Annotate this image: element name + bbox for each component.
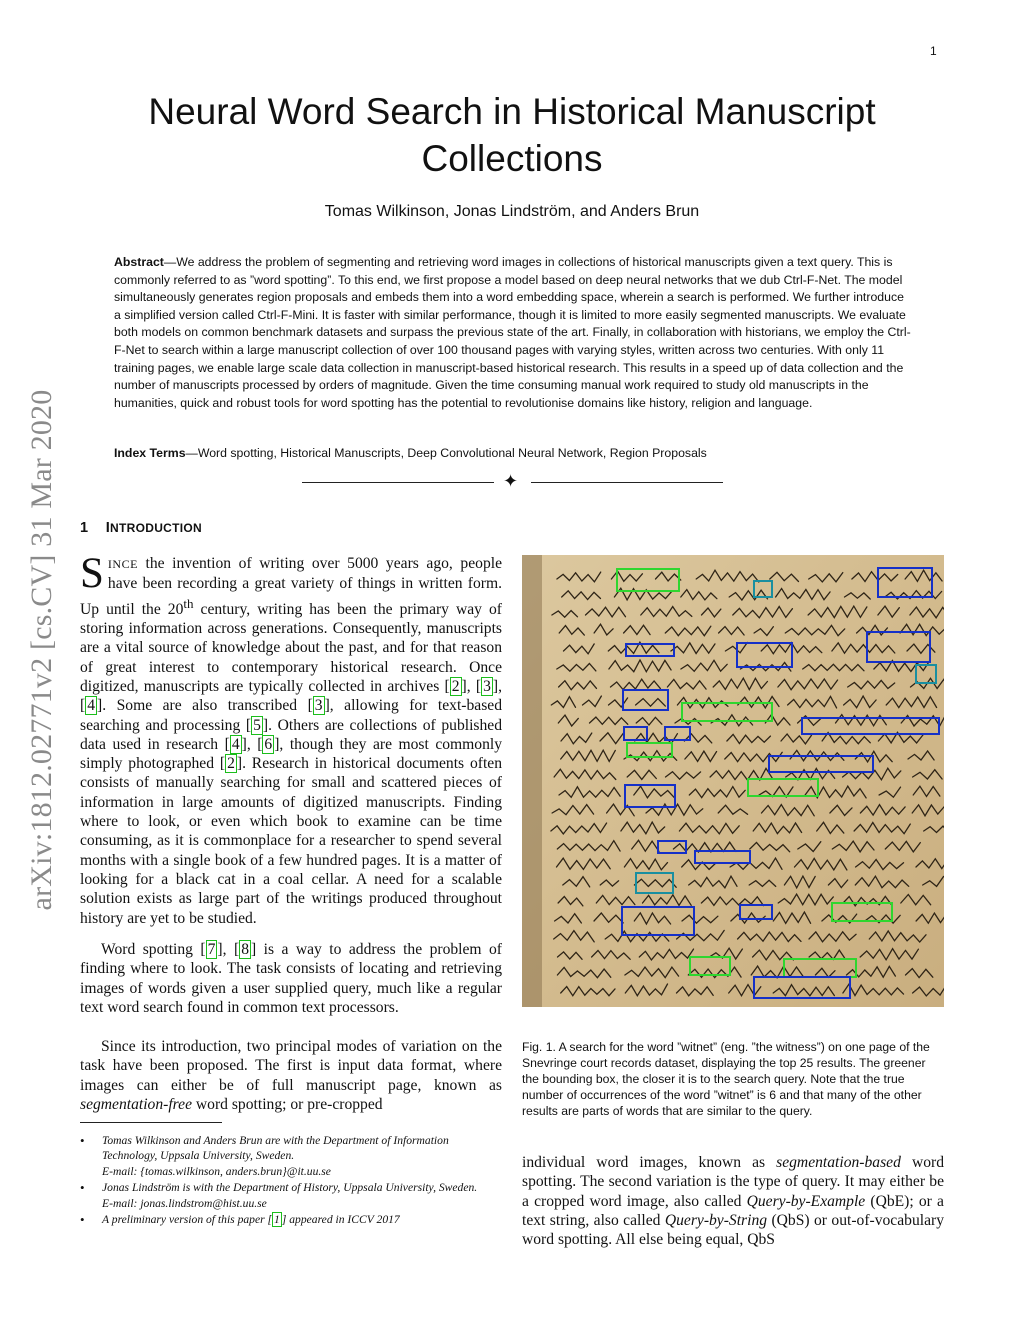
citation-link[interactable]: 8 [241,941,249,958]
intro-p1-text-b: century, writing has been the primary way of storing information across generations. Consequently, manuscripts are a vital source of knowledge about the past, and for that reason of great interest to contemporary historical research. Once digitized, manuscripts are typically collected in archives [80,600,502,695]
smallcaps-word: INCE [107,557,138,571]
separator-text: , [222,941,234,958]
intro-paragraph-1: SINCE the invention of writing over 5000 years ago, people have been recording a great variety of things in written form. Up until the 20th century, writing has been the primary way of storing information across generations. Consequently, manuscripts are a vital source of knowledge about the past, and for that reason of great interest to contemporary historical research. Once digitized, manuscripts are typically collected in archives [ 2 ], [ 3 ], [ 4 ]. Some are also transcribed [ 3 ], allowing for text-based searching and processing [ 5 ]. Others are collections of published data used in research [ 4 ], [ 6 ], though they are most commonly simply photographed [ 2 ]. Research in historical documents often consists of manually searching for small and scattered pieces of information in large amounts of digitized manuscripts. Finding where to look, or even which book to examine can be time consuming, as it is commonplace for a researcher to spend several months with a single book of a few hundred pages. It is a matter of looking for a black cat in a coal cellar. A need for a scalable solution exists as large part of the writings produced throughout history are yet to be studied. [80,550,503,927]
intro-p2-text-b: is a way to address the problem of finding where to look. The task consists of locating and retrieving images of words given a user supplied query, much like a regular text word search found in common text processors. [80,941,502,1016]
manuscript-figure [522,555,944,1007]
figure-caption: Fig. 1. A search for the word ”witnet” (eng. ”the witness”) on one page of the Snevringe court records dataset, displaying the top 25 results. The greener the bounding box, the closer it is to the search query. Note that the true number of occurrences of the word ”witnet” is 6 and that many of the other results are parts of words that are similar to the query. [522,1040,930,1118]
intro-p3-text-b: word spotting; or pre-cropped [192,1095,383,1113]
section-number: 1 [80,520,89,536]
page-number: 1 [930,44,937,58]
superscript: th [183,595,194,611]
footnote-item [80,1133,502,1179]
citation-link[interactable]: 2 [227,755,235,773]
index-terms-label: Index Terms [114,446,186,460]
index-terms [114,445,914,463]
right-text-b: word spotting. The second variation is the type of query. It may either be a cropped word image, also called [522,1154,944,1210]
section-title-initial: I [105,520,111,536]
section-heading [80,520,202,536]
footnote-text: appeared in ICCV 2017 [286,1213,400,1227]
citation-link[interactable]: 1 [274,1213,280,1227]
intro-p3-text-a: Since its introduction, two principal modes of variation on the task have been proposed. The first is input data format, where images can either be of full manuscript page, known as [80,1038,502,1094]
separator-text: , [498,677,503,695]
author-list: Tomas Wilkinson, Jonas Lindström, and Anders Brun [324,203,700,220]
paper-title: Neural Word Search in Historical Manuscript Collections [148,91,876,179]
drop-cap: S [80,550,104,597]
intro-p1-text-f: , though they are most commonly simply photographed [80,735,503,773]
abstract-label: Abstract [114,255,164,269]
page-edge-shadow [522,555,542,1007]
footnote-rule [80,1122,222,1123]
citation-link[interactable]: 7 [207,941,216,958]
right-text-a: individual word images, known as [522,1154,777,1171]
separator-text: , [466,677,476,695]
intro-p1-text-d: , allowing for text-based searching and processing [80,697,502,734]
citation-link[interactable]: 3 [314,697,323,715]
emphasis-term: segmentation-free [80,1095,193,1113]
abstract [114,254,914,412]
citation-link[interactable]: 3 [483,677,491,695]
footnote-list [80,1133,502,1228]
footnote-text: Tomas Wilkinson and Anders Brun are with the Department of Information Technology, Uppsala University, Sweden. [102,1134,449,1163]
intro-p1-text-g: . Research in historical documents often consists of manually searching for small and scattered pieces of information in large amounts of digitized manuscripts. Finding where to look, or even which book to examine can be time consuming, as it is commonplace for a researcher to spend several months with a single book of a few hundred pages. It is a matter of looking for a black cat in a coal cellar. A need for a scalable solution exists as large part of the writings produced throughout history are yet to be studied. [80,755,502,927]
footnote-text: Jonas Lindström is with the Department of History, Uppsala University, Sweden. [102,1181,478,1195]
section-title-rest: NTRODUCTION [110,521,203,535]
footnote-email: E-mail: jonas.lindstrom@hist.uu.se [102,1196,267,1210]
intro-paragraph-2: Word spotting [ 7 ], [ 8 ] is a way to address the problem of finding where to look. The task consists of locating and retrieving images of words given a user supplied query, much like a regular text word search found in common text processors. [80,941,502,1016]
intro-paragraph-3 [80,1037,502,1114]
footnote-item [80,1180,502,1211]
abstract-text: —We address the problem of segmenting and retrieving word images in collections of historical manuscripts given a text query. This is commonly referred to as ”word spotting”. To this end, we first propose a model based on deep neural networks that we dub Ctrl-F-Net. The model simultaneously generates region proposals and embeds them into a word embedding space, wherein a search is performed. We further introduce a simplified version called Ctrl-F-Mini. It is faster with similar performance, though it is limited to more easily segmented manuscripts. We evaluate both models on common benchmark datasets and surpass the previous state of the art. Finally, in collaboration with historians, we employ the Ctrl-F-Net to search within a large manuscript collection of over 100 thousand pages with varying styles, written across two centuries. With only 11 training pages, we enable large scale data collection in manuscript-based historical research. This results in a speed up of data collection and the number of manuscripts processed by orders of magnitude. Given the time consuming manual work required to study old manuscripts in the humanities, quick and robust tools for word spotting has the potential to revolutionise domains like history, religion and language. [114,255,911,410]
separator-text: , [246,735,258,753]
citation-link[interactable]: 5 [253,716,261,734]
separator-star-icon: ✦ [503,471,519,491]
citation-link[interactable]: 2 [451,677,460,695]
footnote-text: A preliminary version of this paper [102,1213,268,1227]
right-text-d: (QbS) or out-of-vocabulary word spotting. All else being equal, QbS [522,1211,944,1249]
separator-line-left [302,482,494,483]
citation-link[interactable]: 4 [87,697,95,715]
citation-link[interactable]: 4 [231,735,240,753]
emphasis-term: Query-by-String [664,1211,768,1229]
separator-line-right [531,482,723,483]
intro-p1-text-e: . Others are collections of published data used in research [80,716,502,753]
index-terms-text: —Word spotting, Historical Manuscripts, Deep Convolutional Neural Network, Region Proposals [185,446,707,460]
footnote-email: E-mail: {tomas.wilkinson, anders.brun}@it.uu.se [102,1164,331,1178]
right-column-paragraph [522,1153,944,1249]
intro-p1-text-c: . Some are also transcribed [102,697,308,715]
right-text-c: (QbE); or a text string, also called [522,1192,944,1229]
arxiv-identifier: arXiv:1812.02771v2 [cs.CV] 31 Mar 2020 [25,389,58,911]
intro-p2-text-a: Word spotting [101,941,201,958]
citation-link[interactable]: 6 [264,735,273,753]
footnote-item: • A preliminary version of this paper [ 1 ] appeared in ICCV 2017 [80,1212,502,1227]
emphasis-term: Query-by-Example [746,1192,866,1210]
emphasis-term: segmentation-based [776,1154,901,1171]
intro-p1-text-a: the invention of writing over 5000 years ago, people have been recording a great variety of things in written form. Up until the 20 [80,555,502,618]
